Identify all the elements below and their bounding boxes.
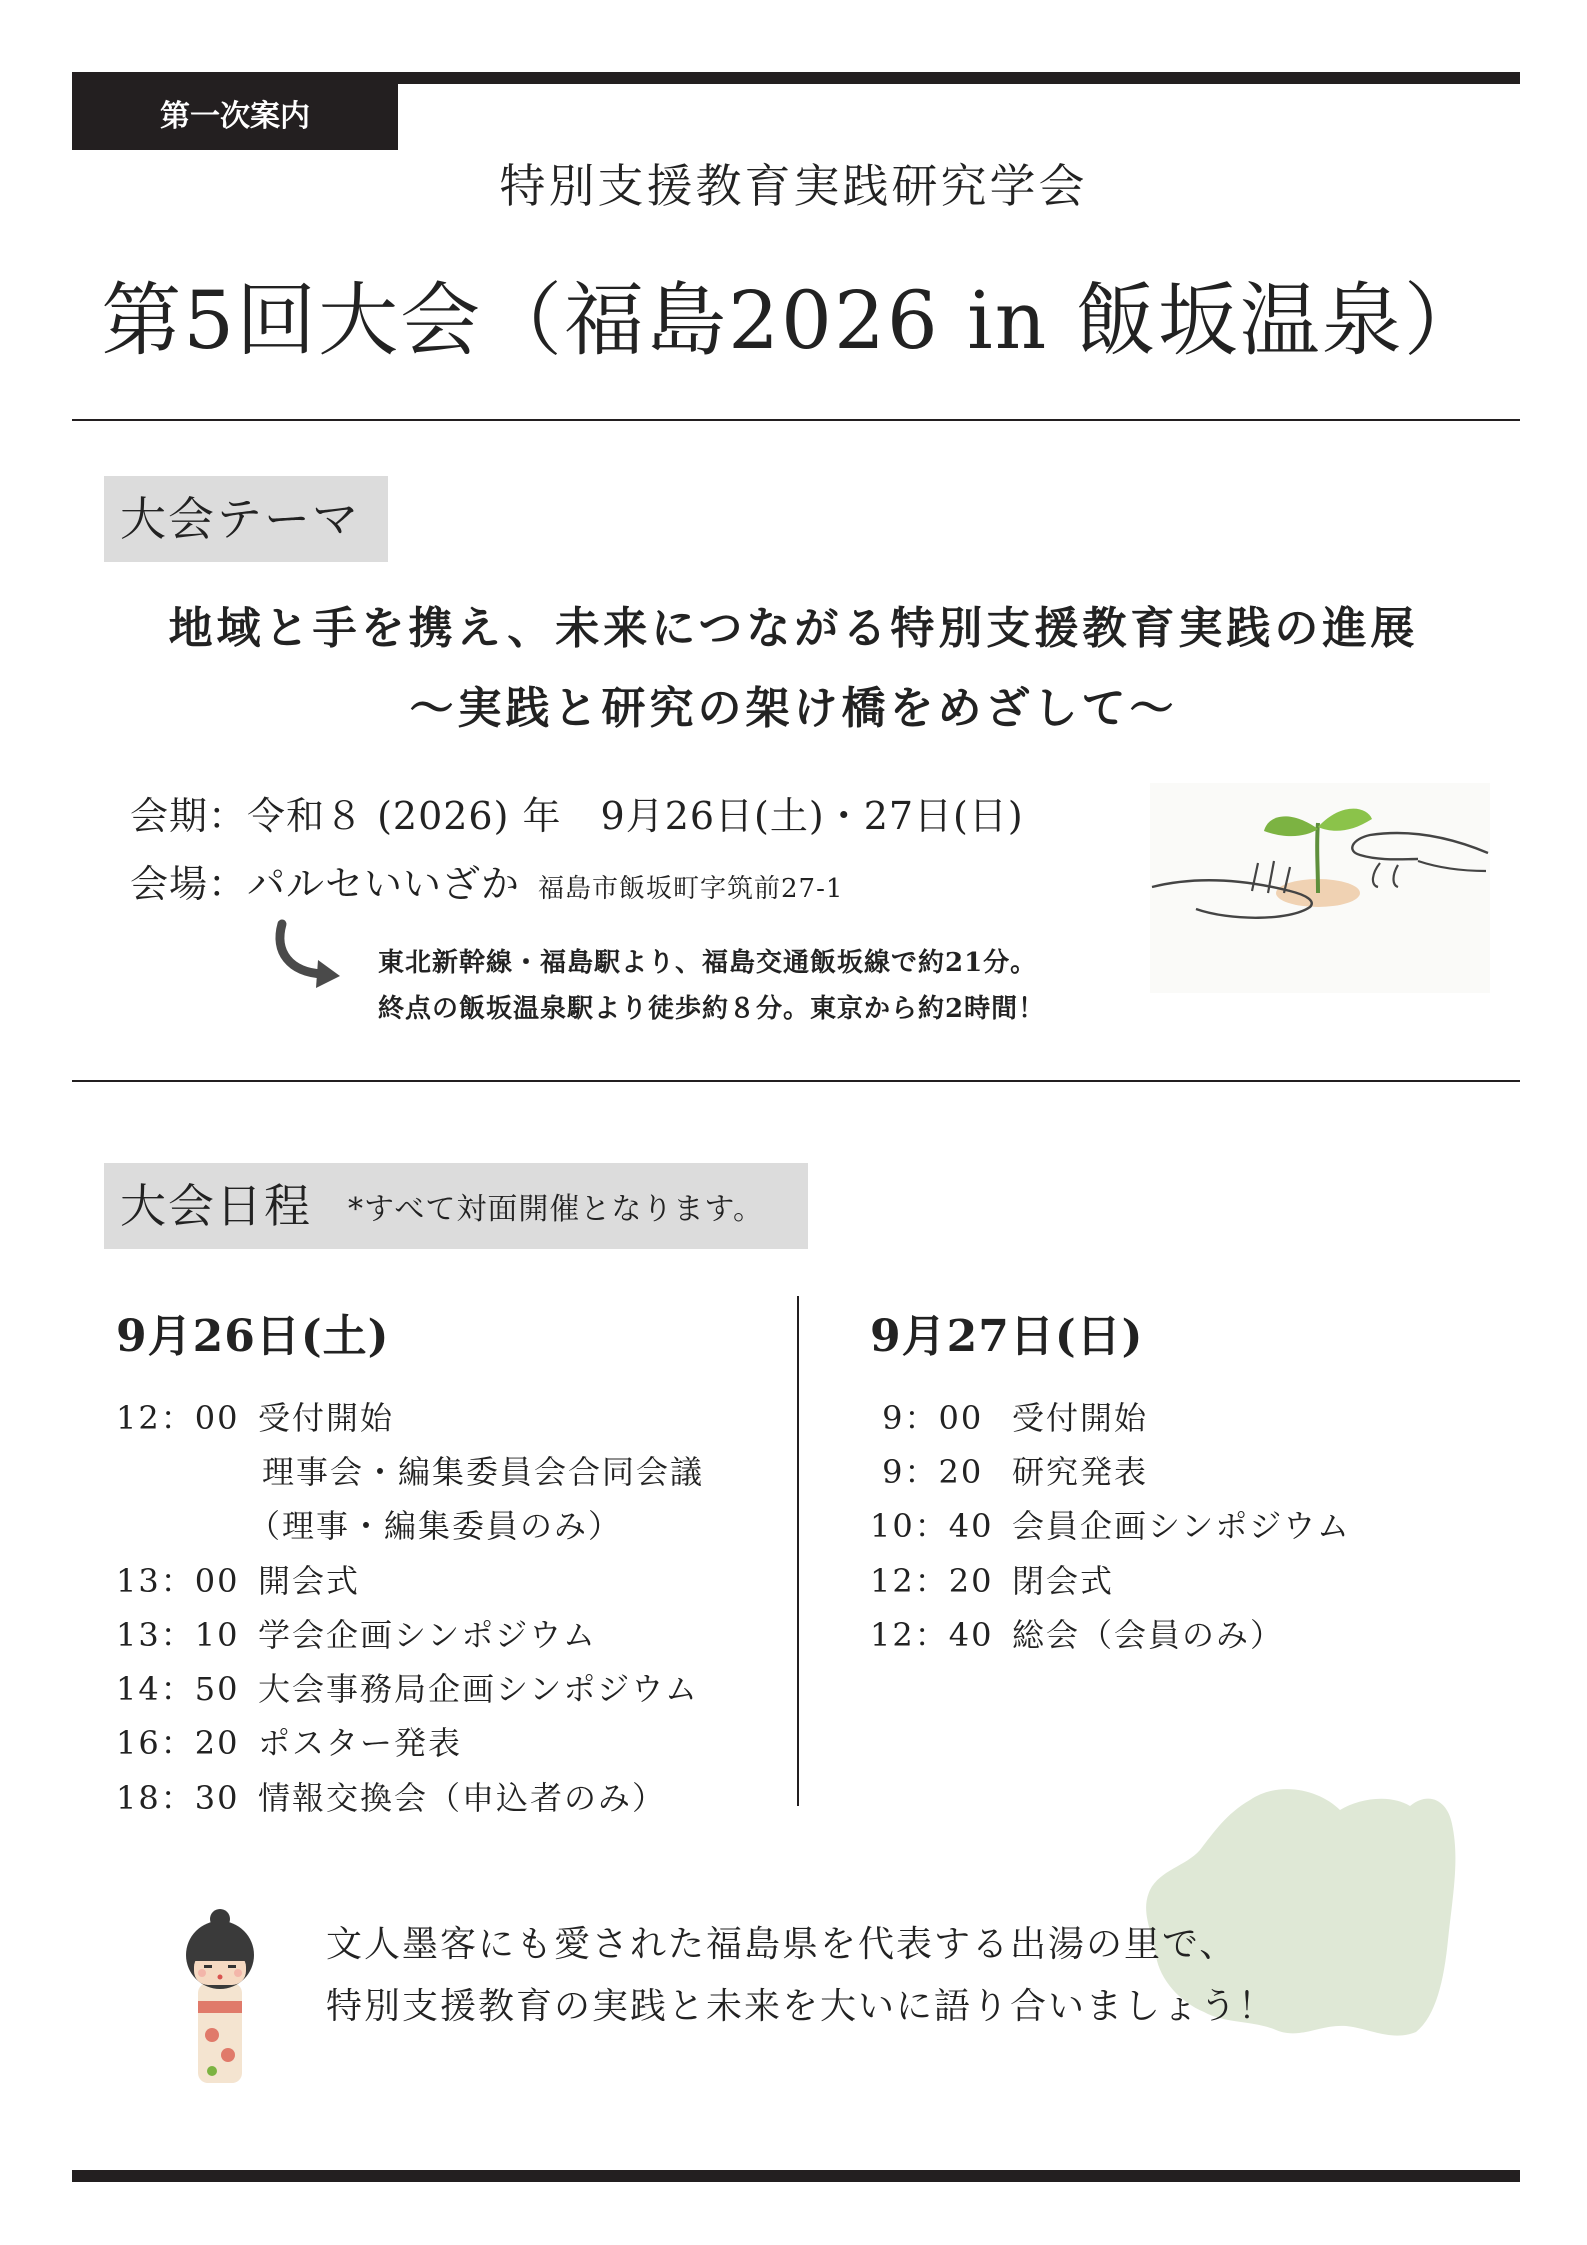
- day2-row-label: 閉会式: [1012, 1562, 1115, 1600]
- day1-date: 9月26日(土): [116, 1311, 390, 1362]
- day1-row-time: 13：00: [116, 1562, 240, 1600]
- day1-row-label: 情報交換会（申込者のみ）: [258, 1779, 667, 1817]
- access-line-2: 終点の飯坂温泉駅より徒歩約８分。東京から約2時間！: [378, 994, 1046, 1024]
- day1-row-label: 大会事務局企画シンポジウム: [258, 1670, 699, 1708]
- day2-row-label: 総会（会員のみ）: [1012, 1616, 1285, 1654]
- day1-row: [262, 1447, 704, 1493]
- day2-row-label: 研究発表: [1012, 1453, 1149, 1491]
- schedule-heading: [104, 1163, 808, 1249]
- day2-row: [870, 1501, 1351, 1547]
- day2-row-label: 会員企画シンポジウム: [1012, 1507, 1351, 1545]
- venue-address: 福島市飯坂町字筑前27-1: [538, 874, 844, 904]
- closing-line-1: 文人墨客にも愛された福島県を代表する出湯の里で、: [326, 1924, 1238, 1965]
- day2-row-time: 12：40: [870, 1616, 994, 1654]
- theme-heading: [104, 476, 388, 562]
- schedule-note: *すべて対面開催となります。: [348, 1192, 764, 1227]
- day1-row: [116, 1393, 394, 1439]
- day1-row: [116, 1718, 462, 1764]
- curved-arrow-icon: [268, 916, 348, 996]
- organization-name: 特別支援教育実践研究学会: [499, 159, 1088, 213]
- day1-row-label: 受付開始: [258, 1399, 395, 1437]
- day1-row-label: ポスター発表: [258, 1724, 463, 1762]
- day1-row-time: 18：30: [116, 1779, 240, 1817]
- day2-date: 9月27日(日): [870, 1311, 1144, 1362]
- day1-row-time: 13：10: [116, 1616, 240, 1654]
- section-divider: [72, 1080, 1520, 1082]
- day2-row-time: 12：20: [870, 1562, 994, 1600]
- first-notice-badge: 第一次案内: [72, 84, 398, 150]
- conference-title: 第5回大会（福島2026 in 飯坂温泉）: [101, 274, 1486, 367]
- section-divider: [72, 419, 1520, 421]
- day1-row: [248, 1501, 622, 1547]
- sprout-hands-illustration: [1140, 775, 1500, 1005]
- closing-line-2: 特別支援教育の実践と未来を大いに語り合いましょう！: [326, 1986, 1277, 2027]
- day1-row: [116, 1773, 666, 1819]
- top-rule-bar: [72, 72, 1520, 84]
- day2-row-time: 9：20: [870, 1453, 984, 1491]
- day1-row-time: 14：50: [116, 1670, 240, 1708]
- venue-line: [130, 853, 843, 908]
- day1-row: [116, 1610, 597, 1656]
- day2-row-time: 9：00: [870, 1399, 984, 1437]
- access-line-1: 東北新幹線・福島駅より、福島交通飯坂線で約21分。: [378, 948, 1038, 978]
- theme-heading-label: 大会テーマ: [120, 492, 360, 546]
- day1-row-time: 16：20: [116, 1724, 240, 1762]
- day2-row-time: 10：40: [870, 1507, 994, 1545]
- venue-name: 会場：パルセいいざか: [130, 862, 521, 906]
- day1-row: [116, 1556, 360, 1602]
- day2-row: [870, 1393, 1148, 1439]
- kokeshi-doll-illustration: [168, 1905, 272, 2095]
- day1-row: [116, 1664, 699, 1710]
- schedule-heading-label: 大会日程: [120, 1179, 312, 1233]
- day2-row: [870, 1447, 1148, 1493]
- theme-line-1: 地域と手を携え、未来につながる特別支援教育実践の進展: [168, 603, 1419, 654]
- day1-row-label: 理事会・編集委員会合同会議: [262, 1453, 705, 1491]
- day-divider: [797, 1296, 799, 1806]
- period-line: 会期：令和８ (2026) 年 9月26日(土)・27日(日): [130, 794, 1024, 838]
- day2-row-label: 受付開始: [1012, 1399, 1149, 1437]
- day1-row-label: 学会企画シンポジウム: [258, 1616, 597, 1654]
- day2-row: [870, 1556, 1114, 1602]
- day1-row-label: （理事・編集委員のみ）: [248, 1507, 623, 1545]
- theme-line-2: ～実践と研究の架け橋をめざして～: [409, 683, 1178, 734]
- day1-row-label: 開会式: [258, 1562, 361, 1600]
- bottom-rule-bar: [72, 2170, 1520, 2182]
- day2-row: [870, 1610, 1284, 1656]
- day1-row-time: 12：00: [116, 1399, 240, 1437]
